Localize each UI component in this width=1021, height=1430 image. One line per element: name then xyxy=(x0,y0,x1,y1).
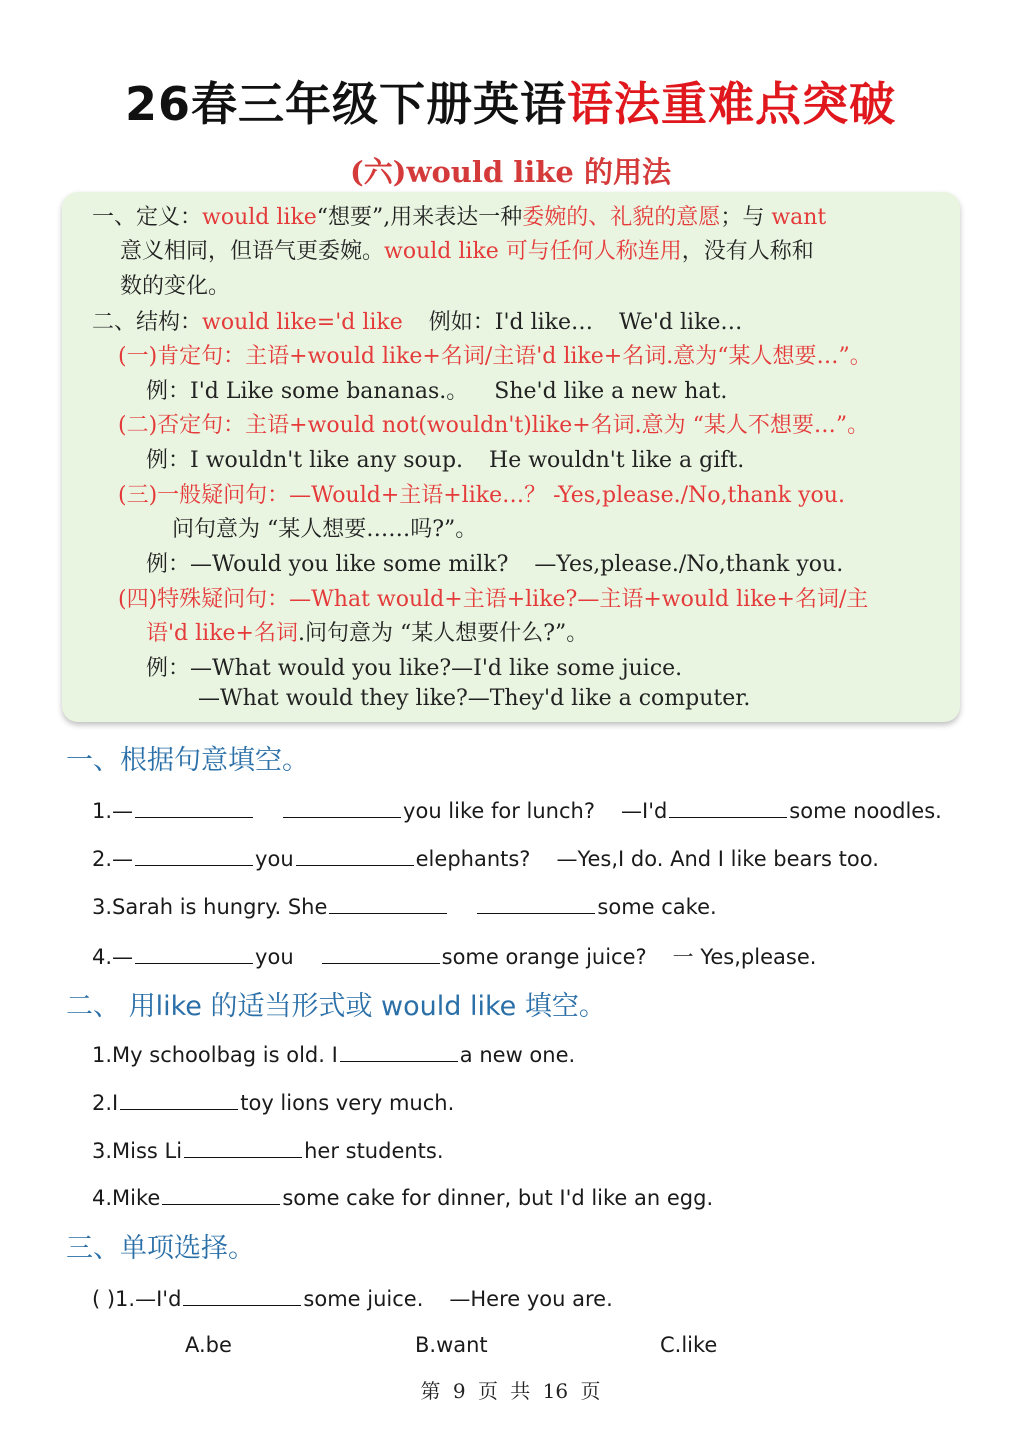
answer-blank[interactable] xyxy=(340,1041,458,1062)
answer-blank[interactable] xyxy=(477,893,595,914)
wh-question-example-1: 例：—What would you like?—I'd like some juice. xyxy=(146,656,683,681)
option-b[interactable]: B.want xyxy=(415,1333,488,1357)
section-2-question-3: 3.Miss Li her students. xyxy=(92,1139,444,1163)
answer-blank[interactable] xyxy=(283,797,401,818)
grammar-notes-card xyxy=(62,192,960,722)
section-3-question-1: ( )1.—I'd some juice. —Here you are. xyxy=(92,1287,613,1311)
wh-question-rule-line-2: 语'd like+名词.问句意为 “某人想要什么?”。 xyxy=(146,621,589,646)
answer-blank[interactable] xyxy=(135,797,253,818)
answer-blank[interactable] xyxy=(669,797,787,818)
option-a[interactable]: A.be xyxy=(185,1333,232,1357)
negative-example: 例：I wouldn't like any soup. He wouldn't like a gift. xyxy=(146,448,745,473)
wh-question-rule-line-1: (四)特殊疑问句：—What would+主语+like?—主语+would like+名词/主 xyxy=(118,587,869,612)
structure-line: 二、结构：would like='d like 例如：I'd like… We'd like… xyxy=(92,310,743,335)
section-1-question-4: 4.— you some orange juice? 一 Yes,please. xyxy=(92,945,817,969)
answer-blank[interactable] xyxy=(184,1137,302,1158)
affirmative-rule: (一)肯定句：主语+would like+名词/主语'd like+名词.意为“某人想要…”。 xyxy=(118,344,872,369)
answer-blank[interactable] xyxy=(183,1285,301,1306)
section-1-question-2: 2.— you elephants? —Yes,I do. And I like bears too. xyxy=(92,847,879,871)
definition-line-2: 意义相同，但语气更委婉。would like 可与任何人称连用，没有人称和 xyxy=(120,239,814,264)
negative-rule: (二)否定句：主语+would not(wouldn't)like+名词.意为 “某人不想要…”。 xyxy=(118,413,870,438)
title-part-black: 26春三年级下册英语 xyxy=(124,77,567,131)
section-1-question-3: 3.Sarah is hungry. She some cake. xyxy=(92,895,717,919)
option-c[interactable]: C.like xyxy=(660,1333,718,1357)
answer-blank[interactable] xyxy=(322,943,440,964)
yes-no-question-meaning: 问句意为 “某人想要……吗?”。 xyxy=(172,517,478,542)
section-1-heading: 一、根据句意填空。 xyxy=(66,745,309,776)
page-title xyxy=(0,68,1021,134)
wh-question-example-2: —What would they like?—They'd like a computer. xyxy=(198,686,751,711)
section-3-heading: 三、单项选择。 xyxy=(66,1233,255,1264)
section-1-question-1: 1.— you like for lunch? —I'd some noodles. xyxy=(92,799,942,823)
section-2-question-2: 2.I toy lions very much. xyxy=(92,1091,455,1115)
answer-blank[interactable] xyxy=(296,845,414,866)
yes-no-question-example: 例：—Would you like some milk? —Yes,please./No,thank you. xyxy=(146,552,844,577)
answer-blank[interactable] xyxy=(329,893,447,914)
title-part-red: 语法重难点突破 xyxy=(567,77,896,131)
definition-line-3: 数的变化。 xyxy=(120,274,231,299)
affirmative-example: 例：I'd Like some bananas.。 She'd like a new hat. xyxy=(146,379,728,404)
yes-no-question-rule: (三)一般疑问句：—Would+主语+like…？ -Yes,please./No,thank you. xyxy=(118,483,845,508)
section-2-question-1: 1.My schoolbag is old. I a new one. xyxy=(92,1043,576,1067)
answer-blank[interactable] xyxy=(135,943,253,964)
section-2-heading: 二、 用like 的适当形式或 would like 填空。 xyxy=(66,991,606,1022)
answer-blank[interactable] xyxy=(162,1184,280,1205)
section-2-question-4: 4.Mike some cake for dinner, but I'd like an egg. xyxy=(92,1186,714,1210)
answer-blank[interactable] xyxy=(135,845,253,866)
page-number-footer: 第 9 页 共 16 页 xyxy=(420,1379,601,1403)
definition-line-1: 一、定义：would like“想要”,用来表达一种委婉的、礼貌的意愿；与 want xyxy=(92,205,827,230)
subtitle: (六)would like 的用法 xyxy=(350,155,671,189)
answer-blank[interactable] xyxy=(120,1089,238,1110)
